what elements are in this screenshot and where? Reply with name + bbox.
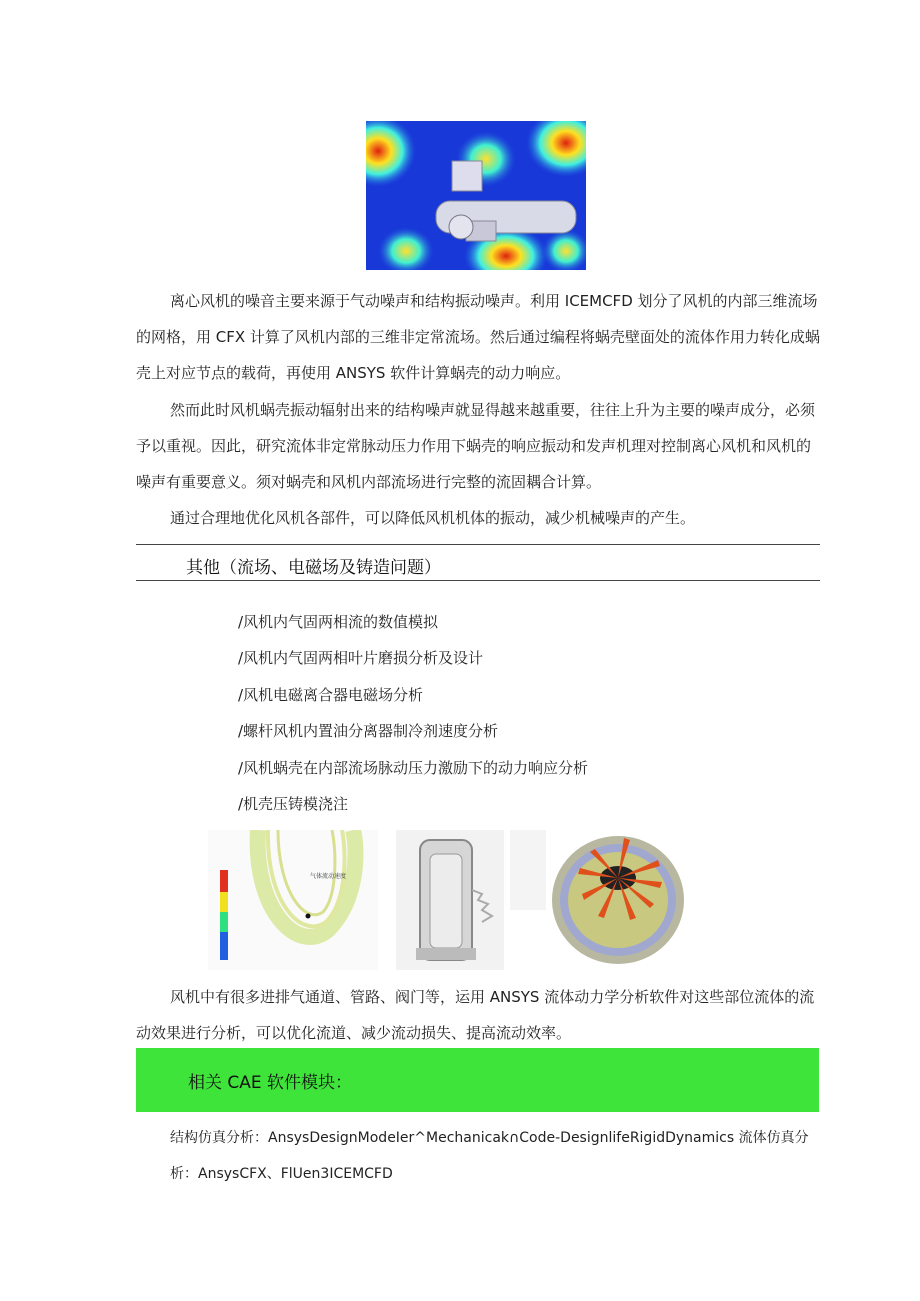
paragraph-flow-analysis: 风机中有很多进排气通道、管路、阀门等，运用 ANSYS 流体动力学分析软件对这些部位流体的流动效果进行分析，可以优化流道、减少流动损失、提高流动效率。	[136, 988, 815, 1042]
list-item: /机壳压铸模浇注	[238, 794, 349, 813]
particle-flow-figure	[208, 830, 378, 970]
section-divider-bottom	[136, 580, 820, 581]
list-item: /风机内气固两相叶片磨损分析及设计	[238, 649, 484, 668]
impeller-figure	[510, 830, 690, 970]
cae-modules-title: 相关 CAE 软件模块：	[188, 1073, 353, 1093]
list-item: /螺杆风机内置油分离器制冷剂速度分析	[238, 722, 499, 741]
section-divider-top	[136, 544, 820, 545]
list-item: /风机蜗壳在内部流场脉动压力激励下的动力响应分析	[238, 758, 589, 777]
software-line-1: 结构仿真分析：AnsysDesignModeIer^Mechanicak∩Code-DesignlifeRigidDynamics 流体仿真分	[170, 1130, 809, 1146]
acoustic-field-figure	[366, 121, 586, 270]
section-title: 其他（流场、电磁场及铸造问题）	[186, 558, 441, 578]
list-item: /风机电磁离合器电磁场分析	[238, 685, 424, 704]
die-casting-figure	[396, 830, 504, 970]
analysis-topic-list	[238, 604, 588, 822]
list-item: /风机内气固两相流的数值模拟	[238, 613, 439, 631]
paragraph-noise-source: 离心风机的噪音主要来源于气动噪声和结构振动噪声。利用 ICEMCFD 划分了风机的内部三维流场的网格，用 CFX 计算了风机内部的三维非定常流场。然后通过编程将蜗壳壁面处的流体作用力转化成蜗壳上对应节点的载荷，再使用 ANSYS 软件计算蜗壳的动力响应。	[136, 292, 820, 382]
cae-modules-banner	[136, 1048, 819, 1112]
paragraph-optimization: 通过合理地优化风机各部件，可以降低风机机体的振动，减少机械噪声的产生。	[170, 509, 696, 527]
paragraph-structural-noise: 然而此时风机蜗壳振动辐射出来的结构噪声就显得越来越重要，往往上升为主要的噪声成分，必须予以重视。因此，研究流体非定常脉动压力作用下蜗壳的响应振动和发声机理对控制离心风机和风机的噪声有重要意义。须对蜗壳和风机内部流场进行完整的流固耦合计算。	[136, 401, 816, 491]
software-line-2: 析：AnsysCFX、FlUen3ICEMCFD	[170, 1166, 393, 1182]
particle-flow-label: 气体流动速度	[310, 873, 347, 880]
